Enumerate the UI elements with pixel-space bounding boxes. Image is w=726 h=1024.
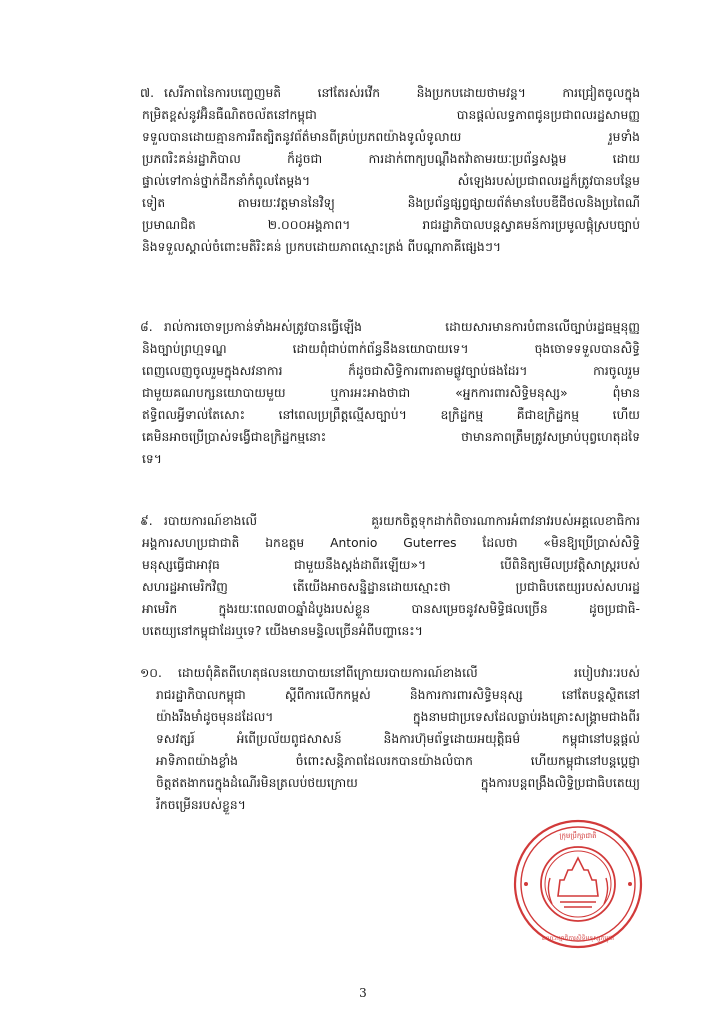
text-line: ប្រភពរិះគន់រដ្ឋាភិបាល ក៏ដូចជា ការដាក់ពាក្យបណ្តឹងតវ៉ាតាមរយៈប្រព័ន្ធសង្គម ដោយ — [142, 152, 640, 166]
text-line: អាទិភាពយ៉ាងខ្លាំង ចំពោះសន្តិភាពដែលរកបានយ៉ាងលំបាក ហើយកម្ពុជានៅបន្តប្តេជ្ញា — [156, 754, 640, 768]
text-line: គេមិនអាចប្រើប្រាស់ទង្វើជាឧក្រិដ្ឋកម្មនោះ ថាមានភាពត្រឹមត្រូវសម្រាប់បុព្វហេតុដទៃ — [142, 430, 640, 444]
paragraph-number: ៧. — [140, 86, 154, 100]
text-line: កម្រិតខ្ពស់នូវអ៊ិនធឺណិតចល័តនៅកម្ពុជា បានផ្តល់លទ្ធភាពជូនប្រជាពលរដ្ឋសាមញ្ញ — [142, 108, 640, 122]
text-line: មនុស្សធ្វើជាអាវុធ ជាមួយនឹងស្តង់ដាពីរឡើយ»។ បើពិនិត្យមើលប្រវត្តិសាស្ត្ររបស់ — [142, 558, 640, 572]
text-line: និងទទួលស្គាល់ចំពោះមតិរិះគន់ ប្រកបដោយភាពស្មោះត្រង់ ពីបណ្តាភាគីផ្សេងៗ។ — [142, 240, 501, 254]
numbered-paragraph — [142, 662, 640, 816]
text-line: អង្គការសហប្រជាជាតិ ឯកឧត្តម Antonio Guterres ដែលថា «មិនឱ្យប្រើប្រាស់សិទ្ធិ — [142, 536, 640, 550]
text-line: សេរីភាពនៃការបញ្ចេញមតិ នៅតែរស់រវើក និងប្រកបដោយថាមវន្ត។ ការជ្រៀតចូលក្នុង — [164, 86, 640, 100]
numbered-paragraph — [142, 316, 640, 470]
paragraph-number: ៩. — [140, 514, 153, 528]
paragraph-text — [142, 510, 640, 642]
text-line: ប្រមាណជិត ២.០០០អង្គភាព។ រាជរដ្ឋាភិបាលបន្តស្វាគមន៍ការប្រមូលផ្តុំស្របច្បាប់ — [142, 218, 640, 232]
seal-top-text: ក្រុមប្រឹក្សាជាតិ — [559, 832, 597, 840]
text-line: រាជរដ្ឋាភិបាលកម្ពុជា ស្តីពីការលើកកម្ពស់ និងការការពារសិទ្ធិមនុស្ស នៅតែបន្តស្ថិតនៅ — [156, 688, 640, 702]
text-line: ផ្ទាល់ទៅកាន់ថ្នាក់ដឹកនាំកំពូលតែម្តង។ សំឡេងរបស់ប្រជាពលរដ្ឋក៏ត្រូវបានបន្ថែម — [142, 174, 640, 188]
text-line: បតេយ្យនៅកម្ពុជាដែរឬទេ? យើងមានមន្ទិលច្រើនអំពីបញ្ហានេះ។ — [142, 624, 423, 638]
text-line: រាល់ការចោទប្រកាន់ទាំងអស់ត្រូវបានធ្វើឡើង ដោយសារមានការបំពានលើច្បាប់រដ្ឋធម្មនុញ្ញ — [164, 320, 640, 334]
numbered-paragraph — [142, 510, 640, 642]
text-line: ពេញលេញចូលរួមក្នុងសវនាការ ក៏ដូចជាសិទ្ធិការពារតាមផ្លូវច្បាប់ផងដែរ។ ការចូលរួម — [142, 364, 640, 378]
text-line: អាមេរិក ក្នុងរយៈពេល៣០ឆ្នាំដំបូងរបស់ខ្លួន បានសម្រេចនូវសមិទ្ធិផលច្រើន ដូចប្រជាធិ- — [142, 602, 640, 616]
text-line: ជាមួយគណបក្សនយោបាយមួយ ឬការអះអាងថាជា «អ្នកការពារសិទ្ធិមនុស្ស» ពុំមាន — [142, 386, 640, 400]
text-line: យ៉ាងរឹងមាំដូចមុនដដែល។ ក្នុងនាមជាប្រទេសដែលធ្លាប់រងគ្រោះសង្គ្រាមជាងពីរ — [156, 710, 640, 724]
paragraph-text — [142, 316, 640, 470]
text-line: ទេ។ — [142, 452, 162, 466]
text-line: សហរដ្ឋអាមេរិកវិញ តើយើងអាចសន្និដ្ឋានដោយស្មោះថា ប្រជាធិបតេយ្យរបស់សហរដ្ឋ — [142, 580, 640, 594]
text-line: និងច្បាប់ព្រហ្មទណ្ឌ ដោយពុំជាប់ពាក់ព័ន្ធនឹងនយោបាយទេ។ ចុងចោទទទួលបានសិទ្ធិ — [142, 342, 640, 356]
paragraph-text — [142, 82, 640, 258]
text-line: របាយការណ៍ខាងលើ គួរយកចិត្តទុកដាក់ពិចារណាការអំពាវនាវរបស់អគ្គលេខាធិការ — [164, 514, 640, 528]
paragraph-text — [156, 662, 640, 816]
text-line: ទទួលបានដោយគ្មានការរឹតត្បិតនូវព័ត៌មានពីគ្រប់ប្រភពយ៉ាងទូលំទូលាយ រួមទាំង — [142, 130, 640, 144]
official-seal — [512, 818, 644, 950]
numbered-paragraph — [142, 82, 640, 258]
text-line: ទៀត តាមរយៈវត្តមាននៃវិទ្យុ និងប្រព័ន្ធផ្សព្វផ្សាយព័ត៌មានបែបឌីជីថលនិងប្រពៃណី — [142, 196, 640, 210]
seal-bottom-text: គណៈកម្មាធិការសិទ្ធិមនុស្សកម្ពុជា — [542, 935, 614, 942]
text-line: ចិត្តឥតងាករេក្នុងដំណើរមិនត្រលប់ថយក្រោយ ក្នុងការបន្តពង្រឹងលិទ្ធិប្រជាធិបតេយ្យ — [156, 776, 640, 790]
text-line: ទសវត្សរ៍ អំពើប្រល័យពូជសាសន៍ និងការហ៊ុមព័ទ្ធដោយអយុត្តិធម៌ កម្ពុជានៅបន្តផ្តល់ — [156, 732, 640, 746]
text-line: រីកចម្រើនរបស់ខ្លួន។ — [156, 798, 246, 812]
page-number: 3 — [359, 986, 367, 1000]
text-line: ដោយពុំគិតពីហេតុផលនយោបាយនៅពីក្រោយរបាយការណ៍ខាងលើ របៀបវារៈរបស់ — [178, 666, 640, 680]
paragraph-number: ៨. — [140, 320, 153, 334]
paragraph-number: ១០. — [140, 666, 162, 680]
text-line: ឥទ្ធិពលអ្វីទាល់តែសោះ នៅពេលប្រព្រឹត្តល្មើសច្បាប់។ ឧក្រិដ្ឋកម្ម គឺជាឧក្រិដ្ឋកម្ម ហើយ — [142, 408, 640, 422]
